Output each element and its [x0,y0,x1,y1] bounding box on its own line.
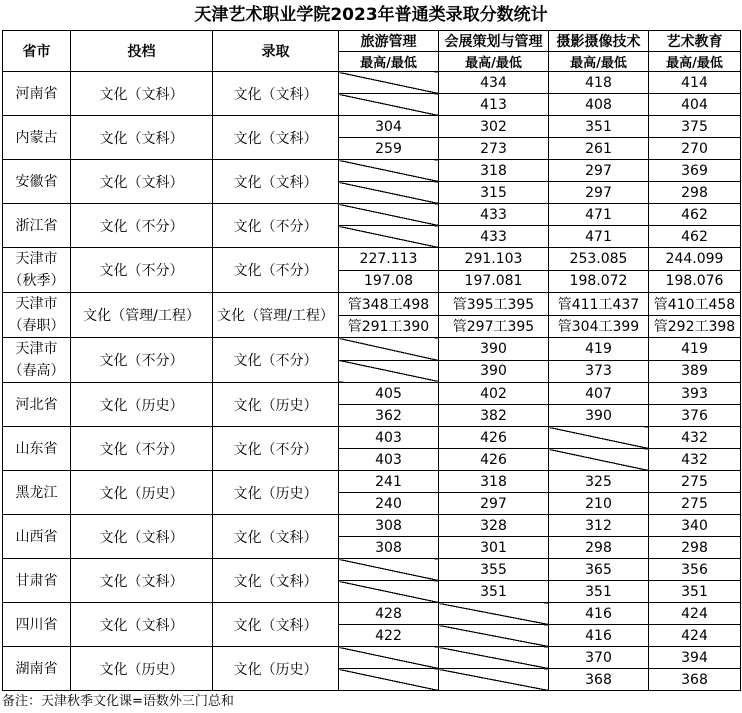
max-score-cell: 393 [649,383,741,405]
min-score-cell: 389 [649,360,741,383]
province-name: 甘肃省 [15,572,58,589]
min-score-cell: 416 [549,625,649,647]
min-score-cell: 362 [339,405,439,427]
province-cell [3,471,71,515]
admission-cell: 文化（不分） [213,248,339,293]
min-score-cell: 297 [549,182,649,204]
filing-cell: 文化（管理/工程） [71,293,213,338]
province-name: 河北省 [15,396,58,413]
min-score-cell: 308 [339,537,439,559]
min-score-cell: 404 [649,94,741,116]
filing-cell: 文化（文科） [71,515,213,559]
min-score-cell: 259 [339,138,439,160]
min-score-cell: 382 [439,405,549,427]
max-score-cell: 291.103 [439,248,549,271]
max-score-cell: 297 [549,160,649,182]
empty-score-cell [339,226,439,248]
province-name: 天津市 [15,251,58,267]
min-score-cell: 462 [649,226,741,248]
header-score-label: 最高/最低 [339,52,439,72]
header-major: 艺术教育 [649,31,741,52]
province-cell [3,383,71,427]
min-score-cell: 433 [439,226,549,248]
empty-score-cell [439,625,549,647]
min-score-cell: 368 [549,669,649,691]
province-name: 山西省 [15,528,58,545]
filing-cell: 文化（文科） [71,160,213,204]
province-cell [3,427,71,471]
min-score-cell: 275 [649,493,741,515]
max-score-cell: 394 [649,647,741,669]
empty-score-cell [339,360,439,383]
admission-cell: 文化（文科） [213,116,339,160]
empty-score-cell [339,72,439,94]
min-score-cell: 390 [549,405,649,427]
admission-cell: 文化（不分） [213,338,339,383]
min-score-cell: 198.076 [649,270,741,293]
min-score-cell: 424 [649,625,741,647]
max-score-cell: 管411工437 [549,293,649,316]
admission-cell: 文化（文科） [213,515,339,559]
min-score-cell: 管297工395 [439,315,549,338]
filing-cell: 文化（不分） [71,204,213,248]
empty-score-cell [439,669,549,691]
table-row [3,72,741,94]
admission-cell: 文化（管理/工程） [213,293,339,338]
province-name: 安徽省 [15,173,58,190]
min-score-cell: 351 [649,581,741,603]
province-cell [3,204,71,248]
province-cell [3,603,71,647]
empty-score-cell [339,160,439,182]
min-score-cell: 197.081 [439,270,549,293]
province-cell [3,647,71,691]
max-score-cell: 403 [339,427,439,449]
max-score-cell: 308 [339,515,439,537]
min-score-cell: 261 [549,138,649,160]
province-name: （秋季） [8,273,65,289]
empty-score-cell [439,603,549,625]
min-score-cell: 432 [649,449,741,471]
province-name: （春高） [8,363,65,379]
province-cell [3,515,71,559]
min-score-cell: 197.08 [339,270,439,293]
min-score-cell: 298 [649,537,741,559]
filing-cell: 文化（不分） [71,427,213,471]
header-major: 会展策划与管理 [439,31,549,52]
max-score-cell: 416 [549,603,649,625]
province-name: （春职） [8,318,65,334]
province-name: 天津市 [15,296,58,312]
min-score-cell: 315 [439,182,549,204]
score-table [2,30,741,691]
page-title: 天津艺术职业学院2023年普通类录取分数统计 [194,5,548,25]
filing-cell: 文化（历史） [71,383,213,427]
max-score-cell: 244.099 [649,248,741,271]
max-score-cell: 418 [549,72,649,94]
province-cell [3,72,71,116]
min-score-cell: 351 [549,581,649,603]
max-score-cell: 402 [439,383,549,405]
max-score-cell: 369 [649,160,741,182]
max-score-cell: 471 [549,204,649,226]
province-cell [3,248,71,293]
empty-score-cell [339,182,439,204]
min-score-cell: 390 [439,360,549,383]
max-score-cell: 318 [439,471,549,493]
admission-cell: 文化（不分） [213,427,339,471]
admission-cell: 文化（历史） [213,647,339,691]
admission-cell: 文化（文科） [213,160,339,204]
min-score-cell: 426 [439,449,549,471]
min-score-cell: 297 [439,493,549,515]
max-score-cell: 340 [649,515,741,537]
filing-cell: 文化（不分） [71,338,213,383]
min-score-cell: 376 [649,405,741,427]
header-major: 旅游管理 [339,31,439,52]
table-row [3,204,741,226]
admission-cell: 文化（历史） [213,383,339,427]
header-score-label: 最高/最低 [549,52,649,72]
empty-score-cell [339,647,439,669]
max-score-cell: 355 [439,559,549,581]
table-row [3,515,741,537]
max-score-cell: 351 [549,116,649,138]
table-row [3,338,741,361]
province-cell [3,293,71,338]
header-province: 省市 [3,31,71,72]
max-score-cell: 426 [439,427,549,449]
max-score-cell: 318 [439,160,549,182]
province-name: 山东省 [15,440,58,457]
empty-score-cell [339,581,439,603]
min-score-cell: 368 [649,669,741,691]
empty-score-cell [339,559,439,581]
max-score-cell: 375 [649,116,741,138]
province-cell [3,559,71,603]
table-row [3,603,741,625]
header-major: 摄影摄像技术 [549,31,649,52]
min-score-cell: 管304工399 [549,315,649,338]
province-name: 天津市 [15,341,58,357]
empty-score-cell [339,204,439,226]
header-admission: 录取 [213,31,339,72]
empty-score-cell [339,669,439,691]
filing-cell: 文化（不分） [71,248,213,293]
max-score-cell: 424 [649,603,741,625]
empty-score-cell [549,449,649,471]
header-filing: 投档 [71,31,213,72]
max-score-cell: 462 [649,204,741,226]
table-row [3,647,741,669]
max-score-cell: 227.113 [339,248,439,271]
empty-score-cell [339,94,439,116]
filing-cell: 文化（文科） [71,72,213,116]
header-score-label: 最高/最低 [439,52,549,72]
max-score-cell: 405 [339,383,439,405]
min-score-cell: 471 [549,226,649,248]
max-score-cell: 356 [649,559,741,581]
table-row [3,116,741,138]
min-score-cell: 240 [339,493,439,515]
province-name: 四川省 [15,616,58,633]
max-score-cell: 312 [549,515,649,537]
max-score-cell: 370 [549,647,649,669]
max-score-cell: 407 [549,383,649,405]
max-score-cell: 414 [649,72,741,94]
max-score-cell: 365 [549,559,649,581]
max-score-cell: 328 [439,515,549,537]
max-score-cell: 管395工395 [439,293,549,316]
min-score-cell: 408 [549,94,649,116]
empty-score-cell [549,427,649,449]
filing-cell: 文化（历史） [71,471,213,515]
province-cell [3,160,71,204]
min-score-cell: 301 [439,537,549,559]
min-score-cell: 422 [339,625,439,647]
province-name: 湖南省 [15,660,58,677]
max-score-cell: 419 [649,338,741,361]
table-row [3,160,741,182]
max-score-cell: 302 [439,116,549,138]
min-score-cell: 210 [549,493,649,515]
min-score-cell: 管291工390 [339,315,439,338]
filing-cell: 文化（文科） [71,559,213,603]
max-score-cell: 390 [439,338,549,361]
province-name: 内蒙古 [15,129,58,146]
province-cell [3,338,71,383]
max-score-cell: 304 [339,116,439,138]
max-score-cell: 253.085 [549,248,649,271]
table-row [3,293,741,316]
filing-cell: 文化（文科） [71,603,213,647]
table-row [3,248,741,271]
footnote: 备注：天津秋季文化课=语数外三门总和 [2,694,234,709]
min-score-cell: 273 [439,138,549,160]
table-row [3,383,741,405]
min-score-cell: 351 [439,581,549,603]
header-score-label: 最高/最低 [649,52,741,72]
min-score-cell: 198.072 [549,270,649,293]
min-score-cell: 298 [549,537,649,559]
empty-score-cell [339,338,439,361]
max-score-cell: 434 [439,72,549,94]
min-score-cell: 403 [339,449,439,471]
max-score-cell: 419 [549,338,649,361]
max-score-cell: 432 [649,427,741,449]
min-score-cell: 298 [649,182,741,204]
max-score-cell: 433 [439,204,549,226]
min-score-cell: 373 [549,360,649,383]
filing-cell: 文化（文科） [71,116,213,160]
admission-cell: 文化（文科） [213,72,339,116]
admission-cell: 文化（文科） [213,603,339,647]
empty-score-cell [439,647,549,669]
max-score-cell: 275 [649,471,741,493]
province-name: 河南省 [15,85,58,102]
max-score-cell: 管348工498 [339,293,439,316]
admission-cell: 文化（不分） [213,204,339,248]
province-cell [3,116,71,160]
admission-cell: 文化（文科） [213,559,339,603]
max-score-cell: 管410工458 [649,293,741,316]
min-score-cell: 413 [439,94,549,116]
province-name: 浙江省 [15,217,58,234]
province-name: 黑龙江 [15,484,58,501]
min-score-cell: 管292工398 [649,315,741,338]
table-row [3,427,741,449]
filing-cell: 文化（历史） [71,647,213,691]
max-score-cell: 428 [339,603,439,625]
min-score-cell: 270 [649,138,741,160]
admission-cell: 文化（历史） [213,471,339,515]
table-row [3,559,741,581]
table-row [3,471,741,493]
max-score-cell: 325 [549,471,649,493]
max-score-cell: 241 [339,471,439,493]
